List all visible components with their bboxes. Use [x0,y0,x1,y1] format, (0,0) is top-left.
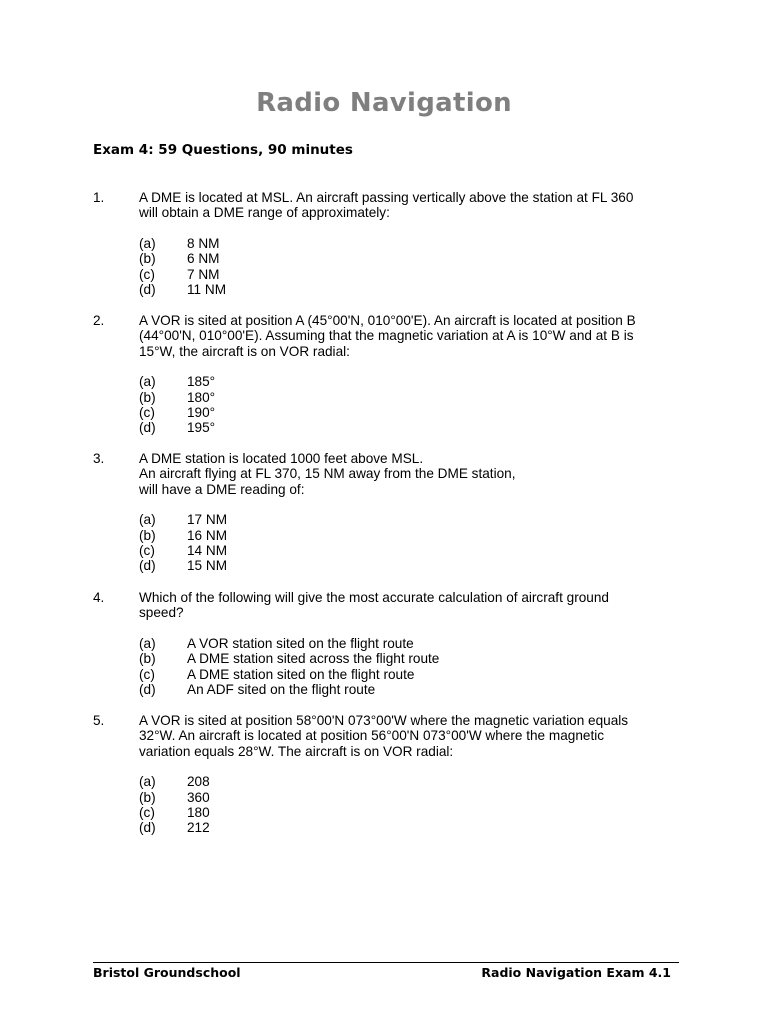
question-text: Which of the following will give the most accurate calculation of aircraft ground speed? [139,590,609,621]
answer-option [139,267,683,282]
option-letter: (d) [139,558,156,574]
answer-option [139,236,683,251]
exam-subtitle: Exam 4: 59 Questions, 90 minutes [93,142,353,158]
option-text: 8 NM [187,235,220,251]
option-letter: (b) [139,651,156,667]
option-text: A DME station sited across the flight route [187,651,440,667]
option-text: 360 [187,789,210,805]
answer-options [139,236,683,298]
option-letter: (d) [139,420,156,436]
question-number: 5. [93,713,105,728]
question-number: 2. [93,313,105,328]
answer-option [139,390,683,405]
answer-option [139,805,683,820]
answer-options [139,374,683,436]
option-text: 185° [187,374,216,390]
option-letter: (c) [139,405,155,421]
option-text: 180 [187,805,210,821]
option-letter: (c) [139,543,155,559]
option-text: 14 NM [187,543,228,559]
option-letter: (d) [139,282,156,298]
option-letter: (b) [139,251,156,267]
option-text: 212 [187,820,210,836]
question-4 [93,590,683,697]
answer-option [139,528,683,543]
option-text: A VOR station sited on the flight route [187,635,414,651]
answer-option [139,374,683,389]
option-text: 15 NM [187,558,228,574]
option-letter: (b) [139,527,156,543]
question-text: A DME is located at MSL. An aircraft passing vertically above the station at FL 360 will obtain a DME range of approximately: [139,190,634,221]
question-text: A DME station is located 1000 feet above MSL. An aircraft flying at FL 370, 15 NM away from the DME station, will have a DME reading of: [139,451,516,497]
option-text: 16 NM [187,527,228,543]
option-letter: (d) [139,682,156,698]
question-5 [93,713,683,836]
question-number: 3. [93,451,105,466]
option-letter: (b) [139,389,156,405]
option-text: 208 [187,774,210,790]
answer-option [139,790,683,805]
option-letter: (b) [139,789,156,805]
option-text: A DME station sited on the flight route [187,666,415,682]
question-number: 1. [93,190,105,205]
answer-option [139,543,683,558]
answer-option [139,251,683,266]
answer-option [139,282,683,297]
option-text: 180° [187,389,216,405]
answer-option [139,420,683,435]
question-1 [93,190,683,297]
footer-divider [93,962,679,963]
answer-option [139,636,683,651]
option-text: 7 NM [187,266,220,282]
answer-option [139,512,683,527]
answer-option [139,651,683,666]
option-letter: (a) [139,235,156,251]
option-text: 6 NM [187,251,220,267]
option-letter: (a) [139,774,156,790]
option-letter: (a) [139,374,156,390]
answer-option [139,682,683,697]
option-text: An ADF sited on the flight route [187,682,376,698]
option-letter: (a) [139,635,156,651]
answer-options [139,512,683,574]
question-text: A VOR is sited at position A (45°00'N, 010°00'E). An aircraft is located at position B (44°00'N, 010°00'E). Assuming that the magnetic variation at A is 10°W and at B is 15°W, the aircraft is on VOR radial: [139,313,636,359]
answer-option [139,405,683,420]
answer-options [139,636,683,698]
option-text: 195° [187,420,216,436]
option-letter: (d) [139,820,156,836]
question-text: A VOR is sited at position 58°00'N 073°00'W where the magnetic variation equals 32°W. An aircraft is located at position 56°00'N 073°00'W where the magnetic variation equals 28°W. The aircraft is on VOR radial: [139,713,629,759]
answer-option [139,774,683,789]
answer-option [139,558,683,573]
option-letter: (c) [139,266,155,282]
answer-options [139,774,683,836]
question-3 [93,451,683,574]
question-2 [93,313,683,436]
option-text: 190° [187,405,216,421]
footer-school-name: Bristol Groundschool [93,965,241,980]
option-letter: (a) [139,512,156,528]
option-text: 11 NM [187,282,227,298]
footer-exam-reference: Radio Navigation Exam 4.1 [481,965,671,980]
answer-option [139,820,683,835]
answer-option [139,667,683,682]
page-title: Radio Navigation [256,88,512,118]
question-number: 4. [93,590,105,605]
option-text: 17 NM [187,512,228,528]
option-letter: (c) [139,805,155,821]
option-letter: (c) [139,666,155,682]
